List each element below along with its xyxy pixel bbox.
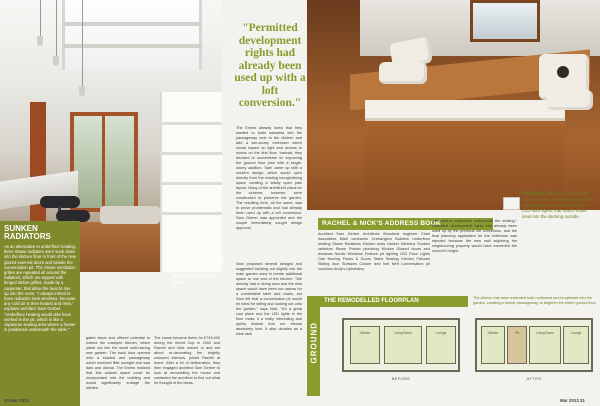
feature-pit-text: Up to eight people can sit in the conversation pit, which is illuminated from within by blue LED floor lights, that match those inset into the decking outside. — [522, 191, 593, 219]
conversation-pit-photo — [307, 0, 600, 210]
shelf — [160, 122, 222, 125]
plan-room: Lounge — [426, 326, 456, 364]
cushion — [379, 62, 427, 84]
feature-pit-caption — [522, 191, 594, 219]
shelf — [160, 212, 222, 215]
skylight — [62, 0, 202, 70]
plan-room: Living Room — [529, 326, 561, 364]
pit-floor — [365, 118, 565, 198]
before-label: BEFORE — [391, 376, 411, 381]
pull-quote: "Permitted development rights had already been used up with a loft conversion." — [234, 22, 306, 109]
page-number-right: Mar 2013 31 — [560, 398, 585, 403]
body-column: with built-in cupboards underneath the seating." Permitted development rights had already been used up by the previous loft conversion, and the final planning application for the extension was rejected because the new wall adjoining the neighbouring property would have exceeded the council's height — [432, 219, 517, 253]
sunken-radiators-title: SUNKEN RADIATORS — [4, 224, 51, 241]
pendant-wire — [40, 0, 41, 36]
ground-label: GROUND — [309, 321, 319, 364]
shelf — [160, 152, 222, 155]
sofa — [100, 206, 160, 224]
body-column: The Emms already knew that they wanted to build outwards into the passageway next to the kitchen and add a two-storey extension which would impact on light and access to rooms on the first floor. Instead, they decided to concentrate on improving the ground floor plan with a single-storey addition. Sam came up with a modern design, which would open directly from the existing lounge/dining space creating a totally open plan layout. Many of the architect's plans for the scheme, however, were constructed to preserve the garden. The resulting form, all the same, was to prove problematic and had already been used up with a loft conversion. Sam Gerber was appointed and the couple immediately sought design approval. — [236, 126, 302, 230]
caption-title: Through road — [172, 250, 211, 256]
floorplan-title: THE REMODELLED FLOORPLAN — [320, 296, 468, 307]
cushion-pattern — [557, 66, 569, 78]
pendant-wire — [82, 0, 83, 86]
plan-room: Kitchen — [350, 326, 380, 364]
sunken-radiators-body: As an alternative to underfloor heating, three Stowe radiators were sunk down into the kitchen floor in front of the new glazed external doors and beside the conversation pit. The Stowe ventilation grilles are repeated all around the radiators, which are topped with hinged timber grilles, made by a carpenter, that allow the heat to rise up into the room. "I always intend to have radiators near windows, because any cold air is then heated and rises," explains architect Sam Gerber. "Underfloor heating would also have worked in the pit, which is like a Japanese seating area where a heater is positioned underneath the table." — [4, 244, 76, 333]
floorplan-before — [342, 318, 460, 372]
skylight-bar — [62, 44, 202, 48]
pit-riser — [365, 100, 565, 120]
plan-room: Living Room — [384, 326, 422, 364]
after-label: AFTER — [526, 376, 542, 381]
shelf — [160, 182, 222, 185]
photo-caption — [172, 250, 228, 286]
body-column: The house became theirs for £745,000 during the World Cup in 2002 and Rachel and Nick moved in and set about re-decorating the brightly coloured interiors, joined Rachel at home. After a lot of deliberation, they then engaged architect Sam Gerber to look at remodelling the house and contacted the architect to find out what he thought of the ideas. — [154, 336, 220, 385]
pendant-lamp — [53, 56, 59, 66]
plan-room: Kitchen — [481, 326, 505, 364]
floorplan-caption: The kitchen has been extended both northwest and lengthwise into the garden, creating a former passageway, to brighten the entire ground floor. — [473, 296, 597, 305]
cushion — [547, 90, 593, 110]
window — [470, 0, 540, 42]
body-column: Sam proposed several designs and suggested building out slightly into the main garden area to create additional space to one end of the kitchen. "We already had a dining area and the new space would have been too narrow for a comfortable table and chairs, but Sam felt that a conversation pit would be ideal for sitting and looking out onto the garden," says Nick. "It's a great cool place and the LED lights in the floor make it a really interesting and quirky feature that our friends absolutely love. It also doubles as a wine rack — [236, 262, 302, 336]
pendant-wire — [56, 0, 57, 56]
floorplan-after — [475, 318, 593, 372]
pendant-lamp — [37, 36, 43, 46]
body-column: gated steps and offered potential to extend the cramped kitchen, which jutted out into the small north-facing rear garden. The back door opened onto a shaded and passageway which received little sunlight and was dark and dismal. The Emms realised that this wasted space could be incorporated into the building and would significantly enlarge the kitchen. — [86, 336, 150, 390]
address-book-text: Architect Sam Gerber Architects Structural engineer Clark Associates Main contractor Cressington Builders Underfloor heating Stowe Radiators Kitchen units Hacker Kitchens Sunken radiators Stowe Pocket plumbing Wickes Glazed doors and windows Nordic Windows Feature pit lighting LED Floor Lights Oak flooring Floors & Doors Stairs Seating Kitchen Fixtures Sliding door Surfaces Cooker and hob Neff Conversation pit cushions Andy's Upholstery — [318, 232, 430, 271]
door-mullion — [102, 112, 105, 212]
plan-room: Lounge — [563, 326, 589, 364]
window-pier — [30, 102, 46, 232]
skylight-bar — [62, 22, 202, 26]
feature-pit-thumbnail — [503, 197, 520, 210]
address-book-title: RACHEL & NICK'S ADDRESS BOOK — [318, 218, 493, 230]
caption-text: New glazed doors at the kitchen allow more light in and make the whole sleek lit interior seem larger — [172, 256, 226, 286]
plan-room: Pit — [507, 326, 527, 364]
pendant-lamp — [79, 86, 85, 96]
feature-pit-title: Feature pit — [522, 191, 553, 197]
sunken-radiators-box — [0, 221, 80, 406]
page-number-left: 30 Mar 2013 — [4, 398, 29, 403]
